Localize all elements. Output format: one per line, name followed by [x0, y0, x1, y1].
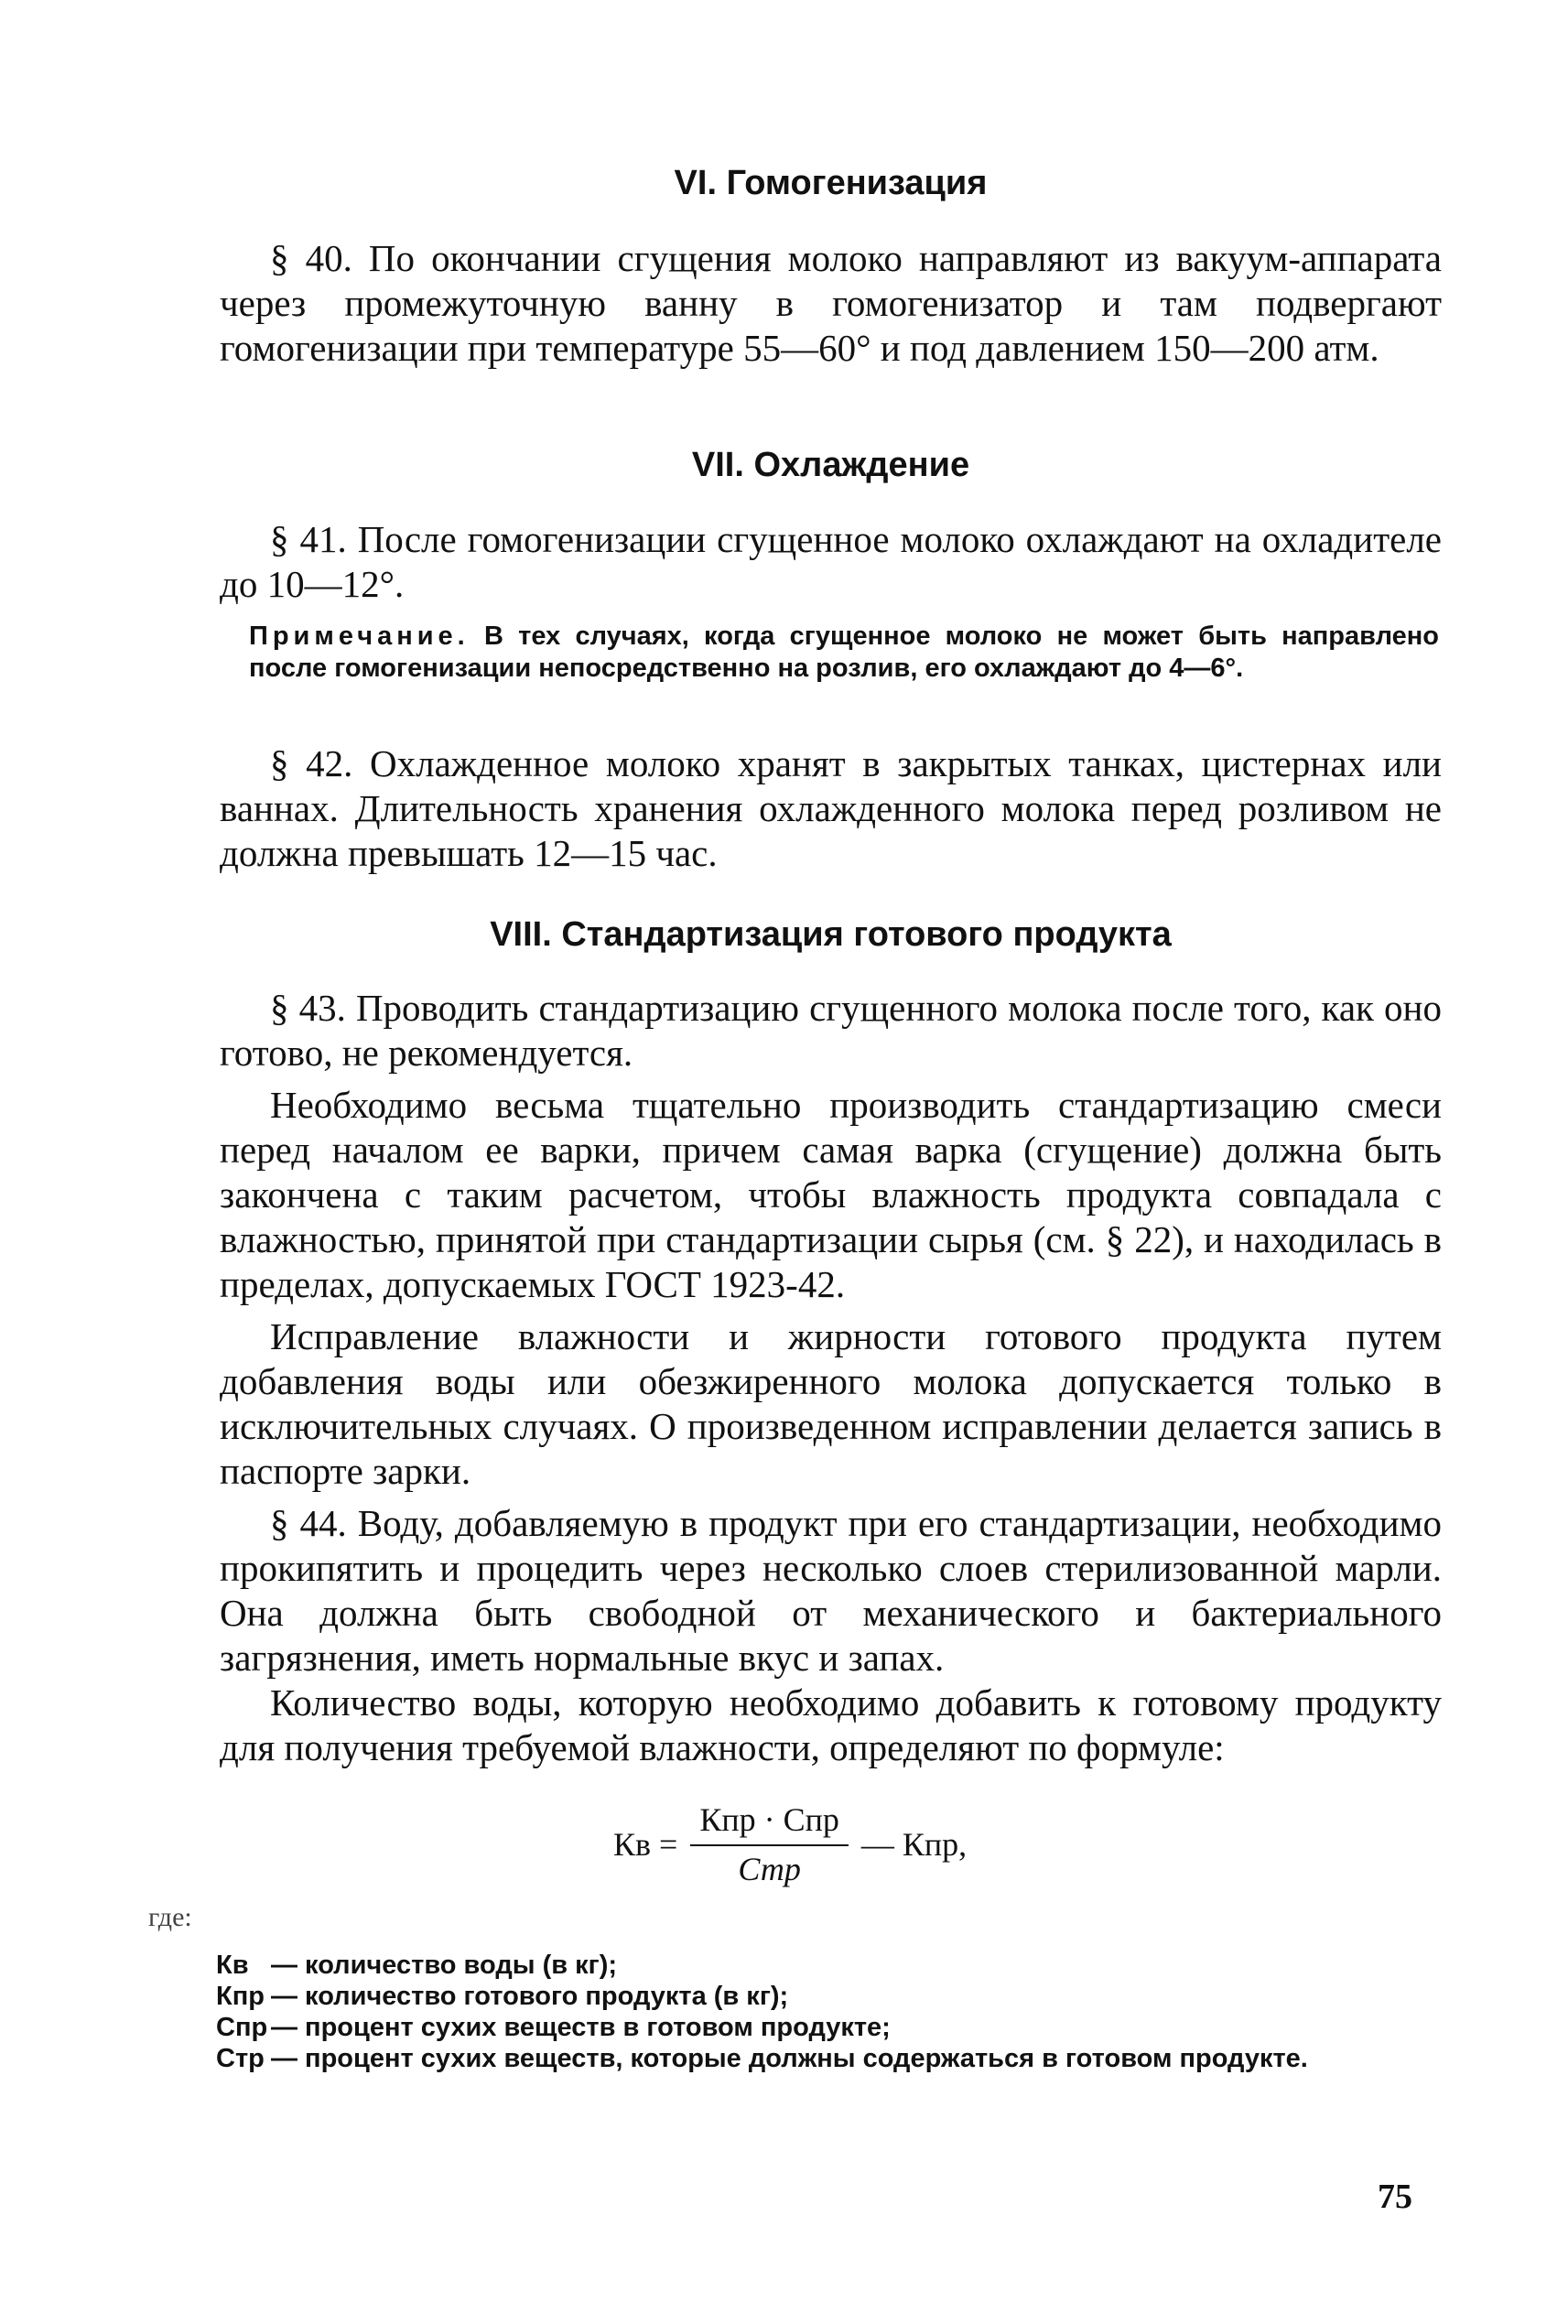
formula-tail: — Кпр,	[860, 1826, 968, 1863]
paragraph-40	[220, 236, 1442, 371]
paragraph-42-text: § 42. Охлажденное молоко хранят в закрытых танках, цистернах или ваннах. Длительность хранения охлажденного молока перед розливом не должна превышать 12—15 час.	[220, 742, 1442, 874]
formula-legend	[216, 1950, 1443, 2074]
note-text: В тех случаях, когда сгущенное молоко не может быть направлено после гомогенизации непосредственно на розлив, его охлаждают до 4—6°.	[249, 622, 1439, 683]
paragraph-42	[220, 741, 1442, 876]
note-label: Примечание.	[249, 622, 470, 651]
formula-numerator: Кпр · Спр	[690, 1800, 849, 1846]
section-8-body	[220, 986, 1442, 1770]
legend-definition: — процент сухих веществ, которые должны содержаться в готовом продукте.	[271, 2044, 1308, 2073]
paragraph-40-text: § 40. По окончании сгущения молоко направляют из вакуум-аппарата через промежуточную ванну в гомогенизатор и там подвергают гомогенизации при температуре 55—60° и под давлением 150—200 атм.	[220, 237, 1442, 369]
paragraph-43c-text: Исправление влажности и жирности готового продукта путем добавления воды или обезжиренного молока допускается только в исключительных случаях. О произведенном исправлении делается запись в паспорте зарки.	[220, 1315, 1442, 1492]
section-6-heading: VI. Гомогенизация	[674, 164, 988, 202]
paragraph-44b-text: Количество воды, которую необходимо добавить к готовому продукту для получения требуемой влажности, определяют по формуле:	[220, 1681, 1442, 1768]
note	[249, 621, 1439, 685]
legend-item	[216, 1981, 1443, 2012]
legend-symbol: Кпр	[216, 1982, 265, 2011]
legend-definition: — количество готового продукта (в кг);	[271, 1982, 789, 2011]
page-number: 75	[1378, 2178, 1412, 2216]
paragraph-44-text: § 44. Воду, добавляемую в продукт при его стандартизации, необходимо прокипятить и процедить через несколько слоев стерилизованной марли. Она должна быть свободной от механического и бактериального загрязнения, иметь нормальные вкус и запах.	[220, 1502, 1442, 1679]
paragraph-43b-text: Необходимо весьма тщательно производить стандартизацию смеси перед началом ее варки, причем самая варка (сгущение) должна быть закончена с таким расчетом, чтобы влажность продукта совпадала с влажностью, принятой при стандартизации сырья (см. § 22), и находилась в пределах, допускаемых ГОСТ 1923-42.	[220, 1084, 1442, 1305]
paragraph-41	[220, 517, 1442, 607]
legend-symbol: Стр	[216, 2044, 265, 2073]
legend-symbol: Кв	[216, 1951, 249, 1980]
section-8-heading: VIII. Стандартизация готового продукта	[490, 915, 1172, 954]
paragraph-43-text: § 43. Проводить стандартизацию сгущенного молока после того, как оно готово, не рекомендуется.	[220, 987, 1442, 1074]
legend-item	[216, 2043, 1443, 2074]
legend-definition: — процент сухих веществ в готовом продукте;	[271, 2013, 891, 2042]
paragraph-41-text: § 41. После гомогенизации сгущенное молоко охлаждают на охладителе до 10—12°.	[220, 518, 1442, 605]
legend-definition: — количество воды (в кг);	[271, 1951, 618, 1980]
formula-denominator: Стр	[738, 1851, 801, 1887]
formula-lhs: Кв =	[613, 1826, 678, 1863]
legend-lead: где:	[148, 1902, 192, 1932]
legend-symbol: Спр	[216, 2013, 268, 2042]
legend-item	[216, 2012, 1443, 2043]
water-formula	[613, 1799, 967, 1890]
formula-fraction	[690, 1800, 849, 1888]
legend-item	[216, 1950, 1443, 1981]
section-7-heading: VII. Охлаждение	[691, 446, 970, 484]
